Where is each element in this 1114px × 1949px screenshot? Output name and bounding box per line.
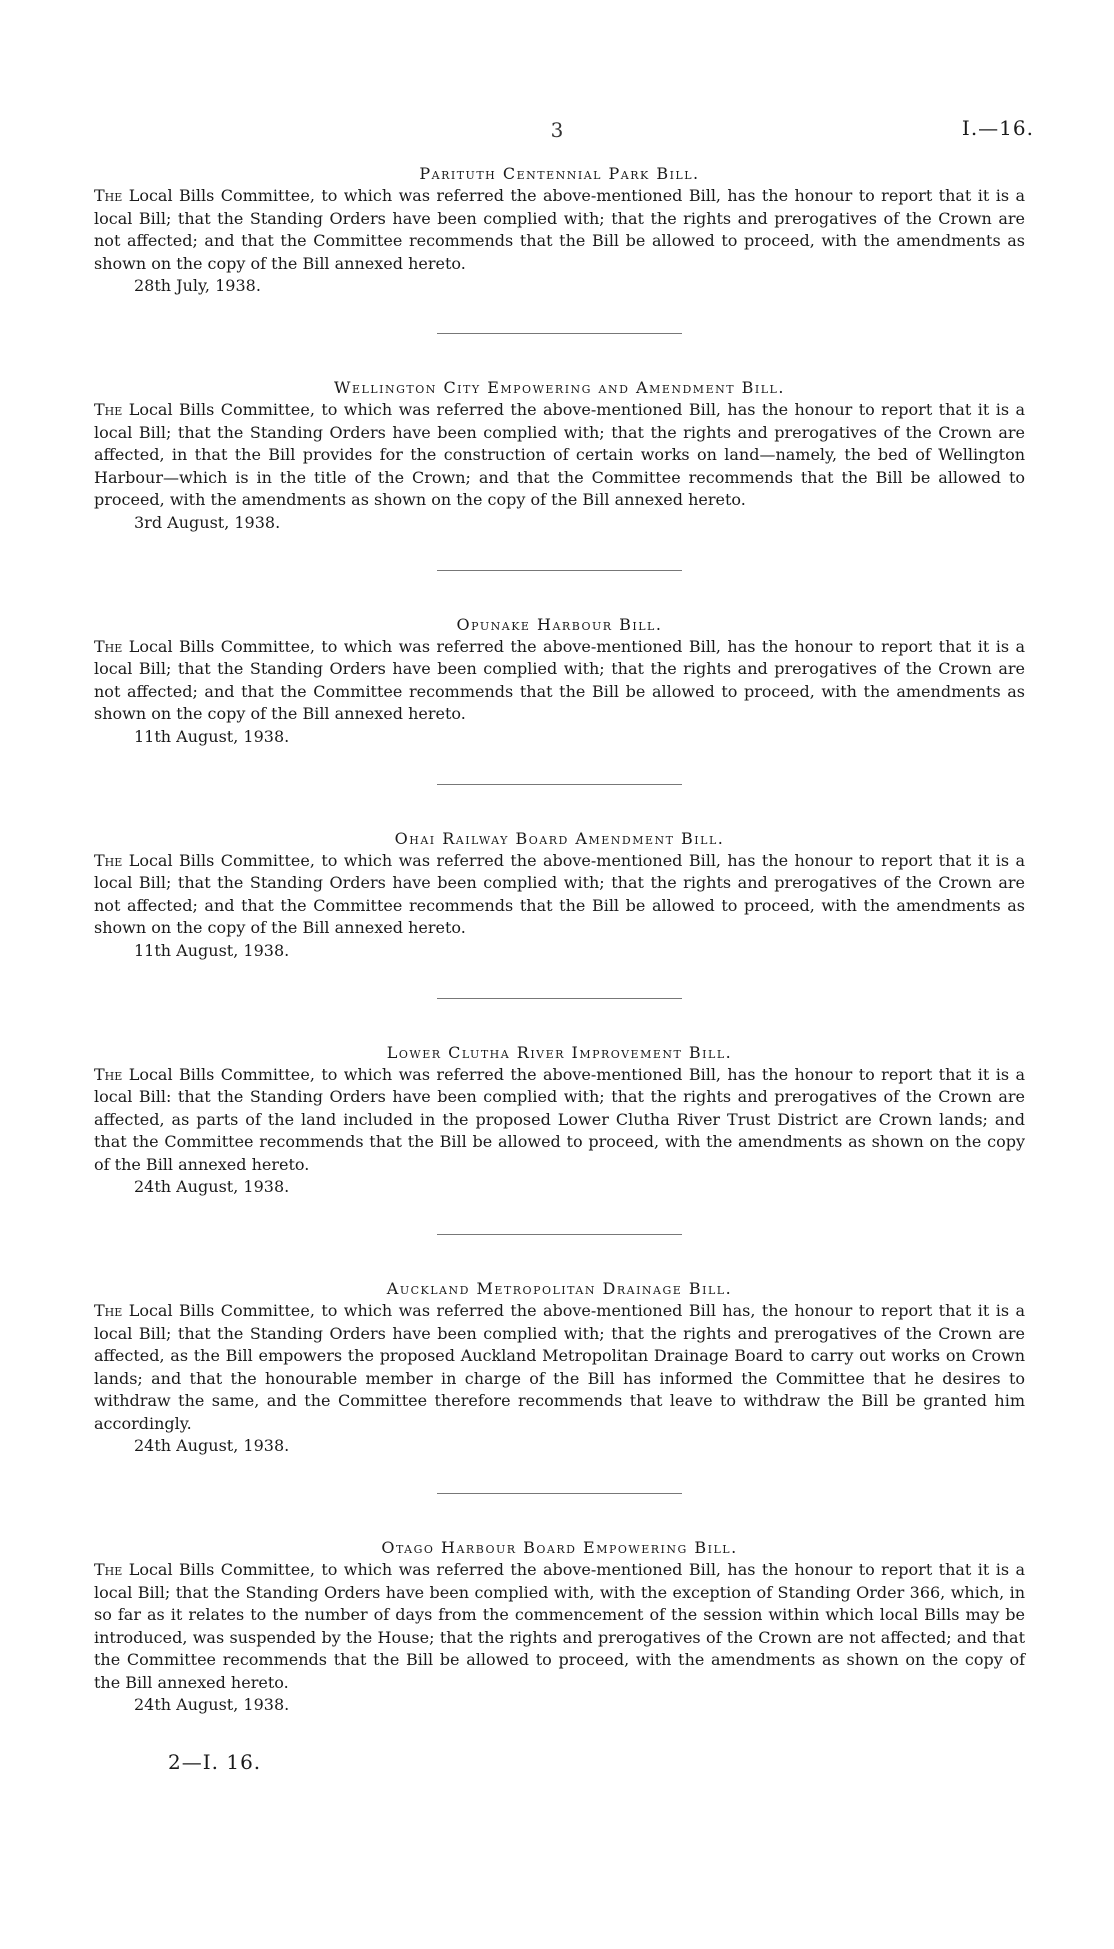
section-divider <box>437 998 682 999</box>
bill-section <box>94 1043 1025 1199</box>
paragraph-lead: The <box>94 1560 123 1579</box>
bill-title: Wellington City Empowering and Amendment Bill. <box>334 378 785 397</box>
report-body <box>94 164 1025 1774</box>
bill-title: Opunake Harbour Bill. <box>456 614 663 634</box>
paragraph-text: Local Bills Committee, to which was referred the above-mentioned Bill, has the honour to report that it is a local Bill; that the Standing Orders have been complied with, with the exception of Standing Order 366, which, in so far as it relates to the number of days from the commencement of the session within which local Bills may be introduced, was suspended by the House; that the rights and prerogatives of the Crown are not affected; and that the Committee recommends that the Bill be allowed to proceed, with the amendments as shown on the copy of the Bill annexed hereto. <box>94 1560 1025 1692</box>
report-paragraph <box>94 399 1025 512</box>
paragraph-text: Local Bills Committee, to which was referred the above-mentioned Bill, has the honour to report that it is a local Bill; that the Standing Orders have been complied with; that the rights and prerogatives of the Crown are not affected; and that the Committee recommends that the Bill be allowed to proceed, with the amendments as shown on the copy of the Bill annexed hereto. <box>94 186 1025 273</box>
bill-title: Otago Harbour Board Empowering Bill. <box>381 1538 738 1557</box>
report-date: 11th August, 1938. <box>134 940 290 960</box>
bill-title: Lower Clutha River Improvement Bill. <box>386 1042 733 1062</box>
bill-section <box>94 1538 1025 1716</box>
page-number: 3 <box>550 118 564 142</box>
paragraph-text: Local Bills Committee, to which was referred the above-mentioned Bill, has the honour to report that it is a local Bill; that the Standing Orders have been complied with; that the rights and prerogatives of the Crown are not affected; and that the Committee recommends that the Bill be allowed to proceed, with the amendments as shown on the copy of the Bill annexed hereto. <box>94 636 1025 723</box>
paragraph-lead: The <box>94 400 123 419</box>
section-divider <box>437 1234 682 1235</box>
paragraph-lead: The <box>94 186 123 205</box>
report-date: 24th August, 1938. <box>134 1695 290 1714</box>
bill-title: Auckland Metropolitan Drainage Bill. <box>386 1279 733 1298</box>
bill-title: Ohai Railway Board Amendment Bill. <box>394 828 725 848</box>
report-date: 24th August, 1938. <box>134 1177 290 1196</box>
paragraph-lead: The <box>94 850 123 870</box>
report-paragraph <box>94 1300 1025 1435</box>
report-paragraph <box>94 1064 1025 1177</box>
paragraph-lead: The <box>94 1301 123 1320</box>
report-date: 3rd August, 1938. <box>134 512 281 532</box>
paragraph-text: Local Bills Committee, to which was referred the above-mentioned Bill has, the honour to report that it is a local Bill; that the Standing Orders have been complied with; that the rights and prerogatives of the Crown are affected, as the Bill empowers the proposed Auckland Metropolitan Drainage Board to carry out works on Crown lands; and that the honourable member in charge of the Bill has informed the Committee that he desires to withdraw the same, and the Committee therefore recommends that leave to withdraw the Bill be granted him accordingly. <box>94 1301 1025 1433</box>
bill-title: Parituth Centennial Park Bill. <box>419 164 700 183</box>
paragraph-text: Local Bills Committee, to which was referred the above-mentioned Bill, has the honour to report that it is a local Bill; that the Standing Orders have been complied with; that the rights and prerogatives of the Crown are affected, in that the Bill provides for the construction of certain works on land—namely, the bed of Wellington Harbour—which is in the title of the Crown; and that the Committee recommends that the Bill be allowed to proceed, with the amendments as shown on the copy of the Bill annexed hereto. <box>94 400 1025 509</box>
section-divider <box>437 1493 682 1494</box>
section-divider <box>437 784 682 785</box>
bill-section <box>94 1279 1025 1457</box>
report-paragraph <box>94 185 1025 275</box>
paragraph-lead: The <box>94 636 123 656</box>
document-reference: I.—16. <box>961 116 1034 140</box>
report-paragraph <box>94 636 1025 726</box>
report-paragraph <box>94 1559 1025 1694</box>
bill-section <box>94 164 1025 297</box>
section-divider <box>437 570 682 571</box>
report-date: 11th August, 1938. <box>134 726 290 746</box>
page-signature: 2—I. 16. <box>168 1750 262 1774</box>
paragraph-text: Local Bills Committee, to which was referred the above-mentioned Bill, has the honour to report that it is a local Bill; that the Standing Orders have been complied with; that the rights and prerogatives of the Crown are not affected; and that the Committee recommends that the Bill be allowed to proceed, with the amendments as shown on the copy of the Bill annexed hereto. <box>94 850 1025 937</box>
report-date: 24th August, 1938. <box>134 1436 290 1455</box>
report-paragraph <box>94 850 1025 940</box>
bill-section <box>94 829 1025 962</box>
bill-section <box>94 378 1025 534</box>
paragraph-text: Local Bills Committee, to which was referred the above-mentioned Bill, has the honour to report that it is a local Bill: that the Standing Orders have been complied with; that the rights and prerogatives of the Crown are affected, as parts of the land included in the proposed Lower Clutha River Trust District are Crown lands; and that the Committee recommends that the Bill be allowed to proceed, with the amendments as shown on the copy of the Bill annexed hereto. <box>94 1064 1025 1174</box>
report-date: 28th July, 1938. <box>134 276 261 295</box>
section-divider <box>437 333 682 334</box>
paragraph-lead: The <box>94 1064 123 1084</box>
bill-section <box>94 615 1025 748</box>
